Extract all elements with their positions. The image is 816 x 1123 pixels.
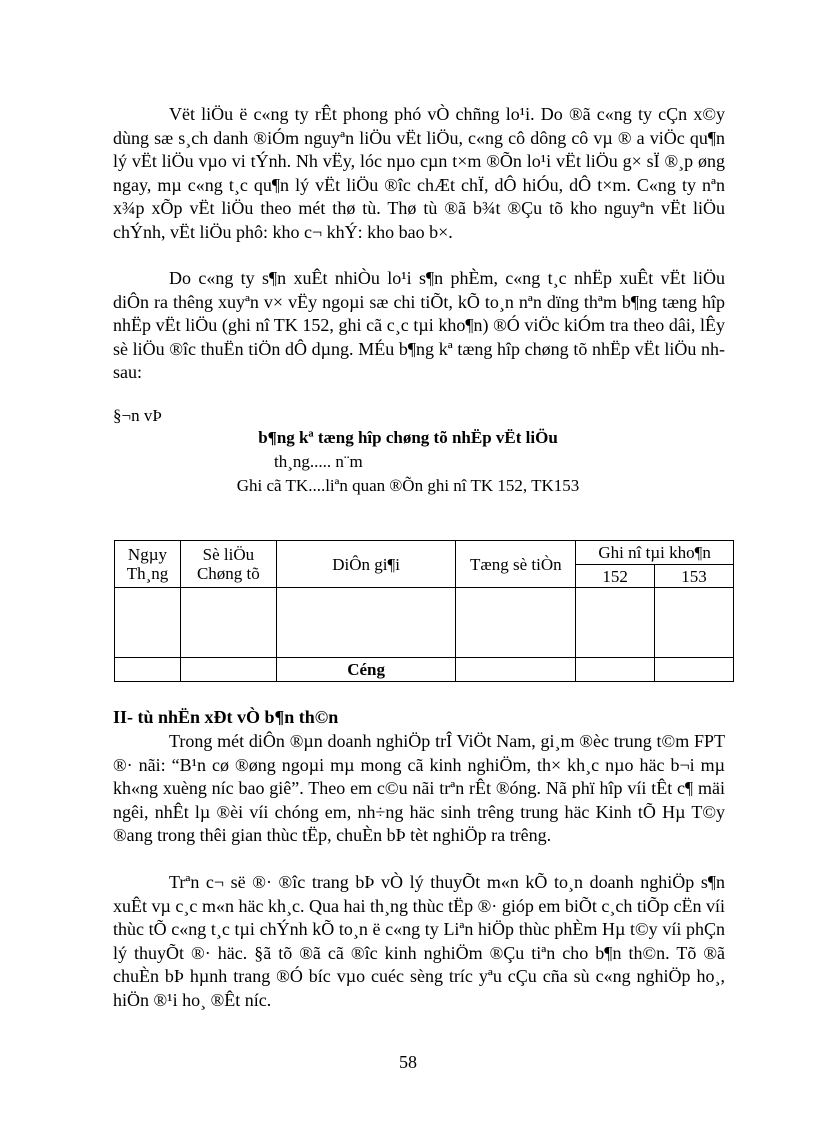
section-heading: II- tù nhËn xÐt vÒ b¶n th©n [113, 707, 339, 727]
page-number: 58 [399, 1052, 417, 1072]
table-header-row [115, 541, 734, 565]
credit-line: Ghi cã TK....liªn quan ®Õn ghi nî TK 152, TK153 [236, 476, 580, 495]
header-152: 152 [576, 565, 655, 588]
paragraph-conclusion: Trªn c¬ së ®· ®îc trang bÞ vÒ lý thuyÕt m«n kÕ to¸n doanh nghiÖp s¶n xuÊt vµ c¸c m«n häc kh¸c. Qua hai th¸ng thùc tËp ®· gióp em biÕt c¸ch tiÕp cËn víi thùc tÕ c«ng t¸c tµi chÝnh kÕ to¸n ë c«ng ty Liªn hiÖp thùc phÈm Hµ t©y víi phÇn lý thuyÕt ®· häc. §ã tõ ®ã cã ®îc kinh nghiÖm ®Çu tiªn cho b¶n th©n. Tõ ®ã chuÈn bÞ hµnh trang ®Ó bíc vµo cuéc sèng tríc yªu cÇu cña sù c«ng nghiÖp ho¸, hiÖn ®¹i ho¸ ®Êt níc. [113, 872, 725, 1010]
paragraph-summary-table: Do c«ng ty s¶n xuÊt nhiÒu lo¹i s¶n phÈm, c«ng t¸c nhËp xuÊt vËt liÖu diÔn ra thêng xuyªn v× vËy ngoµi sæ chi tiÕt, kÕ to¸n nªn dïng thªm b¶ng tæng hîp nhËp vËt liÖu (ghi nî TK 152, ghi cã c¸c tµi kho¶n) ®Ó viÖc kiÓm tra theo dâi, lÊy sè liÖu ®îc thuËn tiÖn dÔ dµng. MÉu b¶ng kª tæng hîp chøng tõ nhËp vËt liÖu nh sau: [113, 268, 725, 383]
table-row [115, 588, 734, 658]
total-label: Céng [276, 658, 456, 682]
paragraph-self-review: Trong mét diÔn ®µn doanh nghiÖp trÎ ViÖt Nam, gi¸m ®èc trung t©m FPT ®· nãi: “B¹n cø ®øng ngoµi mµ mong cã kinh nghiÖm, th× kh¸c nµo häc b¬i mµ kh«ng xuèng níc bao giê”. Theo em c©u nãi trªn rÊt ®óng. Nã phï hîp víi tÊt c¶ mäi ngêi, nhÊt lµ ®èi víi chóng em, nh÷ng häc sinh trêng trung häc Kinh tÕ Hµ T©y ®ang trong thêi gian thùc tËp, chuÈn bÞ tèt nghiÖp ra trêng. [113, 731, 725, 846]
summary-table [114, 540, 734, 682]
header-153: 153 [655, 565, 734, 588]
paragraph-materials: Vët liÖu ë c«ng ty rÊt phong phó vÒ chñng lo¹i. Do ®ã c«ng ty cÇn x©y dùng sæ s¸ch danh ®iÓm nguyªn liÖu vËt liÖu, c«ng cô dông cô vµ ® a viÖc qu¶n lý vËt liÖu vµo vi tÝnh. Nh vËy, lóc nµo cµn t×m ®Õn lo¹i vËt liÖu g× sÏ ®¸p øng ngay, mµ c«ng t¸c qu¶n lý vËt liÖu ®îc chÆt chÏ, dÔ hiÓu, dÔ t×m. C«ng ty nªn x¾p xÕp vËt liÖu theo mét thø tù. Thø tù ®ã b¾t ®Çu tõ kho nguyªn vËt liÖu chÝnh, vËt liÖu phô: kho c¬ khÝ: kho bao b×. [113, 104, 725, 242]
header-description: DiÔn gi¶i [276, 541, 456, 588]
header-date: Ngµy Th¸ng [115, 541, 181, 588]
header-debit: Ghi nî tµi kho¶n [576, 541, 734, 565]
header-doc: Sè liÖu Chøng tõ [180, 541, 276, 588]
table-total-row [115, 658, 734, 682]
unit-label: §¬n vÞ [113, 406, 162, 425]
month-line: th¸ng..... n¨m [274, 452, 363, 471]
header-total: Tæng sè tiÒn [456, 541, 576, 588]
table-title: b¶ng kª tæng hîp chøng tõ nhËp vËt liÖu [258, 428, 558, 447]
